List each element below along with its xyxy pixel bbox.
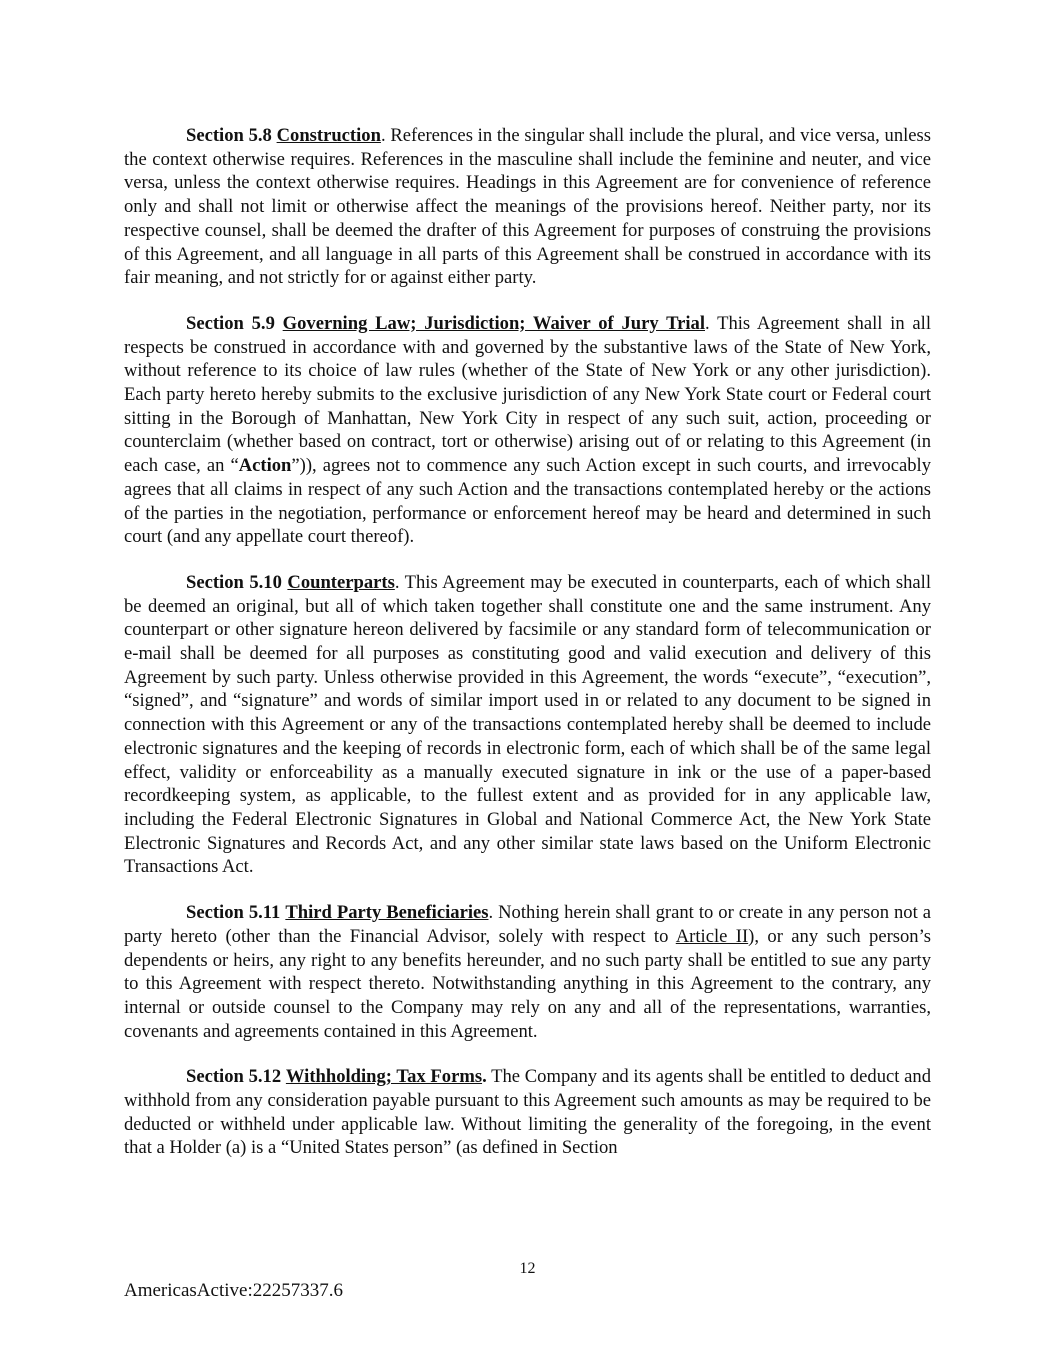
section-text-continued: ), or any such person’s dependents or heirs, any right to any benefits hereunder, and no such party shall be entitled to sue any party to this Agreement with respect thereto. Notwithstanding anything in this Agreement to the contrary, any internal or outside counsel to the Company may rely on any and all of the representations, warranties, covenants and agreements contained in this Agreement. — [124, 925, 932, 1042]
section-text: The Company and its agents shall be entitled to deduct and withhold from any consideration payable pursuant to this Agreement such amounts as may be required to be deducted or withheld under applicable law. Without limiting the generality of the foregoing, in the event that a Holder (a) is a “United States person” (as defined in Section — [124, 1066, 931, 1159]
title-period: . — [705, 312, 710, 334]
section-text: This Agreement may be executed in counterparts, each of which shall be deemed an original, but all of which taken together shall constitute one and the same instrument. Any counterpart or other signature hereon delivered by facsimile or any standard form of telecommunication or e-mail shall be deemed for all purposes as constituting good and valid execution and delivery of this Agreement by such party. Unless otherwise provided in this Agreement, the words “execute”, “execution”, “signed”, and “signature” and words of similar import used in or related to any document to be signed in connection with this Agreement or any of the transactions contemplated hereby shall be deemed to include electronic signatures and the keeping of records in electronic form, each of which shall be of the same legal effect, validity or enforceability as a manually executed signature in ink or the use of a paper-based recordkeeping system, as applicable, to the fullest extent and as provided for in any applicable law, including the Federal Electronic Signatures in Global and National Commerce Act, the New York State Electronic Signatures and Records Act, and any other similar state laws based on the Uniform Electronic Transactions Act. — [124, 571, 931, 878]
section-title: Third Party Beneficiaries — [285, 902, 489, 924]
section-number: Section 5.8 — [186, 125, 272, 146]
section-title: Construction — [276, 125, 381, 146]
section-number: Section 5.9 — [186, 312, 275, 334]
section-number: Section 5.11 — [186, 902, 281, 924]
document-footer-id: AmericasActive:22257337.6 — [124, 1280, 343, 1301]
page-body — [124, 124, 931, 1182]
section-text: References in the singular shall include the plural, and vice versa, unless the context otherwise requires. References in the masculine shall include the feminine and neuter, and vice versa, unless the context otherwise requires. Headings in this Agreement are for convenience of reference only and shall not limit or otherwise affect the meanings of the provisions hereof. Neither party, nor its respective counsel, shall be deemed the drafter of this Agreement for purposes of construing the provisions of this Agreement, and all language in all parts of this Agreement shall be construed in accordance with its fair meaning, and not strictly for or against either party. — [124, 125, 932, 289]
title-period: . — [380, 125, 386, 146]
section-title: Governing Law; Jurisdiction; Waiver of Jury Trial — [282, 312, 705, 334]
section-title: Counterparts — [287, 571, 395, 593]
title-period: . — [488, 902, 494, 924]
section-text: This Agreement shall in all respects be construed in accordance with and governed by the substantive laws of the State of New York, without reference to its choice of law rules (whether of the State of New York or any other jurisdiction). Each party hereto hereby submits to the exclusive jurisdiction of any New York State court or Federal court sitting in the Borough of Manhattan, New York City in respect of any such suit, action, proceeding or counterclaim (whether based on contract, tort or otherwise) arising out of or relating to this Agreement (in each case, an “ — [124, 312, 932, 477]
cross-reference-link[interactable]: Article II — [675, 925, 749, 947]
defined-term: Action — [238, 455, 292, 477]
section-5-11 — [124, 901, 931, 1043]
page-number: 12 — [519, 1260, 536, 1277]
section-text: Nothing herein shall grant to or create in any person not a party hereto (other than the Financial Advisor, solely with respect to — [124, 902, 931, 947]
section-number: Section 5.12 — [186, 1066, 282, 1088]
section-5-9 — [124, 312, 931, 549]
section-number: Section 5.10 — [186, 571, 282, 593]
section-5-12 — [124, 1065, 931, 1160]
title-period: . — [394, 571, 400, 593]
section-title: Withholding; Tax Forms — [285, 1066, 483, 1088]
section-5-10 — [124, 571, 931, 879]
section-5-8 — [124, 124, 931, 290]
title-period: . — [482, 1066, 487, 1088]
section-text-continued: ”)), agrees not to commence any such Action except in such courts, and irrevocably agrees that all claims in respect of any such Action and the transactions contemplated hereby or the actions of the parties in the negotiation, performance or enforcement hereof may be heard and determined in such court (and any appellate court thereof). — [124, 455, 931, 548]
